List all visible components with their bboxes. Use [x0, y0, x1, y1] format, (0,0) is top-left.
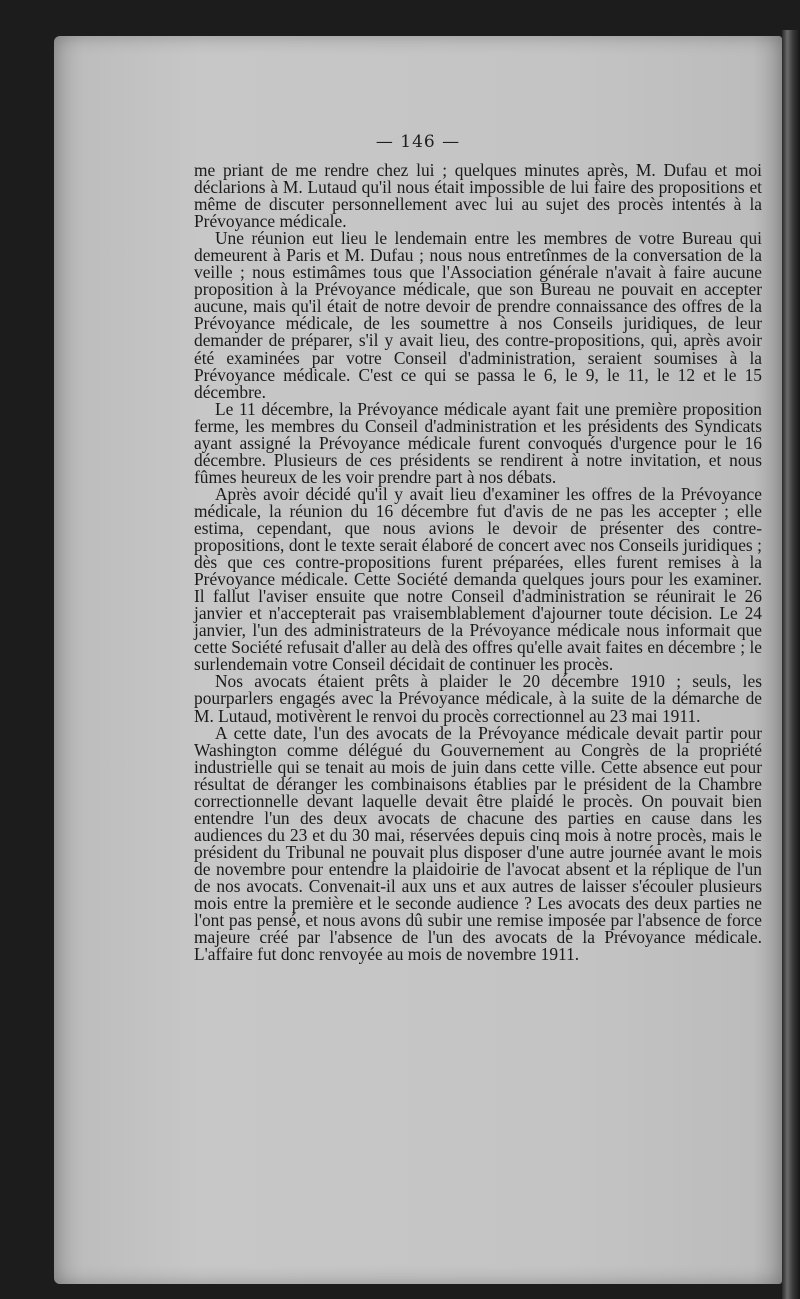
paper-sheet [54, 36, 782, 1284]
paragraph-4: Après avoir décidé qu'il y avait lieu d'examiner les offres de la Prévoyance médicale, la réunion du 16 décembre fut d'avis de ne pas les accepter ; elle estima, cependant, que nous avions le devoir de présenter des contre-propositions, dont le texte serait élaboré de concert avec nos Conseils juridiques ; dès que ces contre-propositions furent préparées, elles furent remises à la Prévoyance médicale. Cette Société demanda quelques jours pour les examiner. Il fallut l'aviser ensuite que notre Conseil d'administration se réunirait le 26 janvier et n'accepterait pas vraisemblablement d'ajourner toute décision. Le 24 janvier, l'un des administrateurs de la Prévoyance médicale nous informait que cette Société refusait d'aller au delà des offres qu'elle avait faites en décembre ; le surlendemain votre Conseil décidait de continuer les procès. [194, 483, 762, 675]
body-text [194, 162, 762, 963]
paragraph-6: A cette date, l'un des avocats de la Prévoyance médicale devait partir pour Washington comme délégué du Gouvernement au Congrès de la propriété industrielle qui se tenait au mois de juin dans cette ville. Cette absence eut pour résultat de déranger les combinaisons établies par le président de la Chambre correctionnelle devant laquelle devait être plaidé le procès. On pouvait bien entendre l'un des deux avocats de chacune des parties en cause dans les audiences du 23 et du 30 mai, réservées depuis cinq mois à notre procès, mais le président du Tribunal ne pouvait plus disposer d'une autre journée avant le mois de novembre pour entendre la plaidoirie de l'avocat absent et la réplique de l'un de nos avocats. Convenait-il aux uns et aux autres de laisser s'écouler plusieurs mois entre la première et le seconde audience ? Les avocats des deux parties ne l'ont pas pensé, et nous avons dû subir une remise imposée par l'absence de force majeure créé par l'absence de l'un des avocats de la Prévoyance médicale. L'affaire fut donc renvoyée au mois de novembre 1911. [194, 722, 762, 965]
book-edge [782, 30, 800, 1299]
page-number: — 146 — [375, 132, 461, 152]
paragraph-5: Nos avocats étaient prêts à plaider le 20 décembre 1910 ; seuls, les pourparlers engagés avec la Prévoyance médicale, à la suite de la démarche de M. Lutaud, motivèrent le renvoi du procès correctionnel au 23 mai 1911. [194, 671, 762, 726]
paragraph-2: Une réunion eut lieu le lendemain entre les membres de votre Bureau qui demeurent à Paris et M. Dufau ; nous nous entretînmes de la conversation de la veille ; nous estimâmes tous que l'Association générale n'avait à faire aucune proposition à la Prévoyance médicale, que son Bureau ne pouvait en accepter aucune, mais qu'il était de notre devoir de prendre connaissance des offres de la Prévoyance médicale, de les soumettre à nos Conseils juridiques, de leur demander de préparer, s'il y avait lieu, des contre-propositions, qui, après avoir été examinées par votre Conseil d'administration, seraient soumises à la Prévoyance médicale. C'est ce qui se passa le 6, le 9, le 11, le 12 et le 15 décembre. [194, 228, 762, 402]
paragraph-1: me priant de me rendre chez lui ; quelques minutes après, M. Dufau et moi déclarions à M. Lutaud qu'il nous était impossible de lui faire des propositions et même de discuter personnellement avec lui au sujet des procès intentés à la Prévoyance médicale. [194, 160, 762, 232]
paragraph-3: Le 11 décembre, la Prévoyance médicale ayant fait une première proposition ferme, les membres du Conseil d'administration et les présidents des Syndicats ayant assigné la Prévoyance médicale furent convoqués d'urgence pour le 16 décembre. Plusieurs de ces présidents se rendirent à notre invitation, et nous fûmes heureux de les voir prendre part à nos débats. [194, 398, 762, 487]
